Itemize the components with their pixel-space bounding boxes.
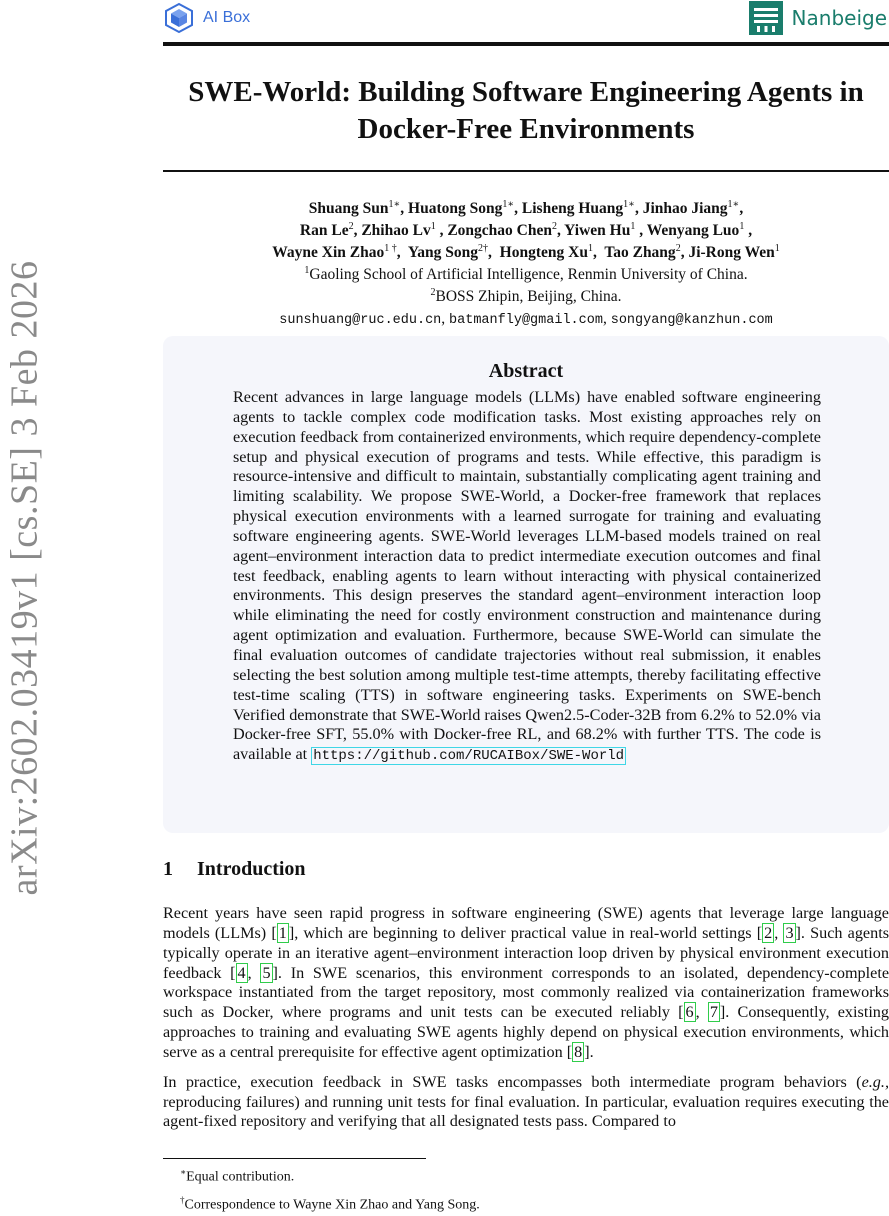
intro-text: ]. Such agents typically operate in an iterative agent–environment interaction loop driven by physical environment execution feedback [ [163,923,889,982]
author-block [163,198,889,332]
affiliation-2-marker: 2 [430,286,436,298]
nanbeige-logo-text: Nanbeige [791,6,887,30]
section-heading-introduction [163,858,306,881]
author-affiliation-marker: 2† [478,242,489,254]
email-1[interactable]: sunshuang@ruc.edu.cn [279,313,442,328]
footnotes [180,1161,480,1216]
footnote-equal-contribution [180,1161,480,1189]
email-3[interactable]: songyang@kanzhun.com [610,313,773,328]
author-name: Hongteng Xu [499,244,588,261]
page-header [163,0,889,46]
email-separator-1: , [441,310,450,327]
author-name: Shuang Sun [308,200,389,217]
cube-logo-icon [163,2,195,34]
introduction-body [163,904,889,1142]
author-separator: , [635,222,647,239]
author-emails [163,308,889,332]
author-name: Jinhao Jiang [642,200,728,217]
citation-link[interactable]: 4 [237,963,246,982]
affiliation-2 [163,286,889,308]
abstract-heading: Abstract [488,360,564,382]
author-separator: , [435,222,448,239]
intro-text: , [695,1003,708,1022]
author-name: Tao Zhang [604,244,676,261]
section-title: Introduction [197,858,306,880]
author-separator: , [556,222,565,239]
intro-text: reproducing failures) and running unit tests for final evaluation. In particular, evaluation requires executing the agent-fixed repository and verifying that all designated tests pass. Compared to [163,1092,889,1131]
citation-link[interactable]: 5 [262,963,271,982]
title-rule [163,170,889,172]
affiliation-1 [163,264,889,286]
author-name: Ran Le [299,222,349,239]
aibox-logo-text: AI Box [203,9,251,26]
citation-link[interactable]: 7 [709,1003,718,1022]
aibox-logo [163,2,250,34]
author-separator: , [353,222,362,239]
author-affiliation-marker: 2 [675,242,681,254]
intro-paragraph-2 [163,1073,889,1133]
citation-link[interactable]: 2 [764,923,773,942]
author-separator: , [488,244,500,261]
nanbeige-logo [748,0,887,36]
intro-paragraph-1 [163,904,889,1063]
author-affiliation-marker: 1 [587,242,593,254]
author-separator: , [634,200,643,217]
arxiv-id-text: arXiv:2602.03419v1 [cs.SE] 3 Feb 2026 [3,260,46,896]
author-name: Yiwen Hu [564,222,631,239]
author-name: Zhihao Lv [361,222,431,239]
affiliation-1-text: Gaoling School of Artificial Intelligence, Renmin University of China. [309,266,748,283]
arxiv-identifier-stamp [2,260,46,896]
author-name: Zongchao Chen [447,222,552,239]
intro-text: Recent years have seen rapid progress in software engineering (SWE) agents that leverage large language models (LLMs) [ [163,904,889,942]
abstract-body-text: Recent advances in large language models (LLMs) have enabled software engineering agents to tackle complex code modification tasks. Most existing approaches rely on execution feedback from containerized environments, which require dependency-complete setup and physical execution of programs and tests. While effective, this paradigm is resource-intensive and difficult to maintain, substantially complicating agent training and limiting scalability. We propose SWE-World, a Docker-free framework that replaces physical execution environments with a learned surrogate for training and evaluating software engineering agents. SWE-World leverages LLM-based models trained on real agent–environment interaction data to predict intermediate execution outcomes and final test feedback, enabling agents to learn without interacting with physical containerized environments. This design preserves the standard agent–environment interaction loop while eliminating the need for costly environment construction and maintenance during agent optimization and evaluation. Furthermore, because SWE-World can simulate the final evaluation outcomes of candidate trajectories without real submission, it enables selecting the best solution among multiple test-time attempts, thereby facilitating effective test-time scaling (TTS) in software engineering tasks. Experiments on SWE-bench Verified demonstrate that SWE-World raises Qwen2.5-Coder-32B from 6.2% to 52.0% via Docker-free SFT, 55.0% with Docker-free RL, and 68.2% with further TTS. The code is available at [233,388,821,764]
author-affiliation-marker: 1∗ [388,198,401,210]
email-2[interactable]: batmanfly@gmail.com [449,313,603,328]
intro-text: ], which are beginning to deliver practical value in real-world settings [ [288,923,763,942]
author-affiliation-marker: 2 [551,220,557,232]
title-line-1: SWE-World: Building Software Engineering Agents in [188,76,864,108]
intro-text: , [247,963,261,982]
author-line-3 [163,242,889,264]
header-rule [163,42,889,46]
author-name: Ji-Rong Wen [688,244,775,261]
citation-link[interactable]: 1 [278,923,287,942]
author-affiliation-marker: 1∗ [502,198,515,210]
author-affiliation-marker: 1 [630,220,636,232]
title-line-2: Docker-Free Environments [357,113,695,145]
author-name: Wayne Xin Zhao [272,244,385,261]
footnote-rule [163,1158,426,1159]
section-number: 1 [163,858,173,880]
affiliation-1-marker: 1 [304,264,310,276]
author-line-2 [163,220,889,242]
author-affiliation-marker: 1 [774,242,780,254]
author-name: Wenyang Luo [646,222,740,239]
affiliation-2-text: BOSS Zhipin, Beijing, China. [435,288,622,305]
author-separator: , [739,200,744,217]
author-separator: , [514,200,522,217]
intro-text: ]. Consequently, existing approaches to training and evaluating SWE agents highly depend on physical execution environments, which serve as a central prerequisite for effective agent optimization [ [163,1003,889,1061]
intro-italic-text: e.g., [861,1072,889,1091]
author-name: Huatong Song [408,200,503,217]
author-name: Yang Song [407,244,479,261]
citation-link[interactable]: 6 [685,1003,694,1022]
intro-text: In practice, execution feedback in SWE tasks encompasses both intermediate program behaviors ( [163,1072,862,1091]
footnote-text: Correspondence to Wayne Xin Zhao and Yang Song. [184,1197,480,1213]
intro-text: ]. [584,1042,594,1061]
code-repository-link[interactable]: https://github.com/RUCAIBox/SWE-World [313,748,625,765]
author-affiliation-marker: 1 [430,220,436,232]
intro-text: ]. In SWE scenarios, this environment corresponds to an isolated, dependency-complete workspace instantiated from the target repository, most commonly realized via containerization frameworks such as Docker, where programs and unit tests can be executed reliably [ [163,963,889,1022]
intro-text: , [774,923,784,942]
author-affiliation-marker: 1 † [384,242,397,254]
author-line-1 [163,198,889,220]
author-affiliation-marker: 2 [348,220,354,232]
citation-link[interactable]: 8 [574,1042,583,1061]
footnote-marker: ∗ [180,1167,187,1177]
author-affiliation-marker: 1∗ [623,198,635,210]
footnote-correspondence [180,1189,480,1216]
author-separator: , [744,222,753,239]
author-affiliation-marker: 1∗ [727,198,740,210]
author-separator: , [400,200,409,217]
author-name: Lisheng Huang [521,200,624,217]
abstract-body [233,388,821,767]
author-separator: , [592,244,605,261]
paper-title [163,74,889,148]
building-logo-icon [748,0,784,36]
author-separator: , [680,244,689,261]
citation-link[interactable]: 3 [785,923,794,942]
author-affiliation-marker: 1 [739,220,745,232]
footnote-marker: † [180,1194,185,1205]
author-separator: , [396,244,408,261]
email-separator-2: , [602,310,611,327]
footnote-text: Equal contribution. [186,1169,295,1185]
